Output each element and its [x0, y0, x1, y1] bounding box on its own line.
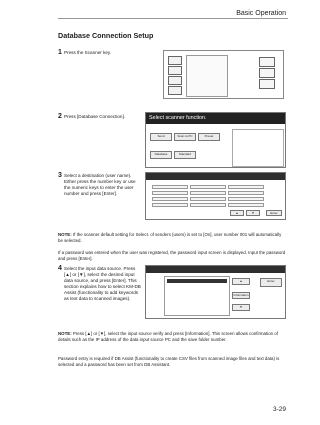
user-cell[interactable]: [190, 203, 226, 207]
user-cell[interactable]: [190, 185, 226, 189]
note-text: If a password was entered when the user was registered, the password input screen is displayed. Input the password and press [Enter].: [58, 250, 286, 261]
user-cell[interactable]: [152, 185, 188, 189]
note-1: [58, 232, 286, 243]
user-cell[interactable]: [228, 203, 264, 207]
panel-key: [168, 76, 182, 85]
note-text: Password entry is required if DB Assist (functionality to create CSV files from scanned image files and text data) is selected and a password has been set from DB Assistant.: [58, 356, 280, 367]
panel-display: [186, 55, 228, 97]
database-connection-button[interactable]: Database: [150, 151, 172, 159]
send-button[interactable]: Send: [150, 133, 172, 141]
scroll-up-button[interactable]: ▲: [230, 210, 244, 216]
user-cell[interactable]: [152, 191, 188, 195]
user-cell[interactable]: [190, 191, 226, 195]
select-scanner-screen: [145, 112, 286, 168]
screen-title: Select scanner function.: [146, 113, 285, 124]
user-list-screen: [145, 172, 286, 220]
step-3-text: Select a destination (user name). Either press the number key or use the numeric keys to enter the user number and press [Enter].: [64, 173, 136, 196]
user-cell[interactable]: [152, 203, 188, 207]
screen-header-bar: [146, 266, 285, 273]
scan-to-pc-button[interactable]: Scan to PC: [174, 133, 196, 141]
step-3-number: 3: [58, 172, 62, 179]
step-2-number: 2: [58, 113, 62, 120]
page-number: 3-29: [272, 406, 286, 413]
input-source-screen: [145, 265, 286, 319]
note-label: NOTE:: [58, 232, 72, 237]
step-4-text: Select the input data source. Press [▲] or [▼], select the desired input data source, and press [Enter]. This section explains how to select KM-DB Assist (functionality to add keywords as text data to scanned images).: [64, 266, 141, 301]
user-cell[interactable]: [152, 197, 188, 201]
note-2: [58, 331, 286, 342]
enter-button[interactable]: Enter: [266, 210, 282, 216]
user-cell[interactable]: [228, 191, 264, 195]
note-text: If the scanner default setting for Select. of senders (users) is set to [On], user number 001 will automatically be selected.: [58, 232, 282, 243]
scanner-key: [259, 57, 275, 67]
panel-key: [168, 56, 182, 65]
paragraph-password: [58, 250, 286, 261]
section-title: Basic Operation: [236, 10, 286, 17]
screen-header-bar: [146, 173, 285, 180]
paragraph-db-assist: [58, 356, 286, 367]
scroll-up-button[interactable]: ▲: [232, 278, 250, 285]
source-list: [164, 276, 230, 316]
step-4-number: 4: [58, 265, 62, 272]
note-label: NOTE:: [58, 331, 72, 336]
preset-button[interactable]: Preset: [198, 133, 220, 141]
user-cell[interactable]: [228, 197, 264, 201]
step-1-number: 1: [58, 49, 62, 56]
step-2-text: Press [Database Connection].: [64, 114, 126, 119]
selected-source-row[interactable]: [167, 279, 227, 283]
panel-key: [168, 66, 182, 75]
standard-button[interactable]: Standard: [174, 151, 196, 159]
step-1-text: Press the Scanner key.: [64, 50, 112, 55]
program-list: [232, 129, 284, 167]
scroll-down-button[interactable]: ▼: [246, 210, 260, 216]
operation-panel-illustration: [163, 50, 284, 99]
user-cell[interactable]: [190, 197, 226, 201]
note-text: Press [▲] or [▼], select the input source verify and press [Information]. This screen allows confirmation of details such as the IP address of the data input source PC and the save folder number.: [58, 331, 278, 342]
header-rule: [58, 18, 288, 19]
panel-key: [168, 86, 182, 95]
scroll-down-button[interactable]: ▼: [232, 304, 250, 311]
panel-key: [259, 79, 275, 89]
information-button[interactable]: Information: [233, 293, 249, 297]
panel-key: [259, 68, 275, 78]
page-title: Database Connection Setup: [58, 31, 154, 40]
enter-button[interactable]: Enter: [260, 278, 282, 287]
user-cell[interactable]: [228, 185, 264, 189]
